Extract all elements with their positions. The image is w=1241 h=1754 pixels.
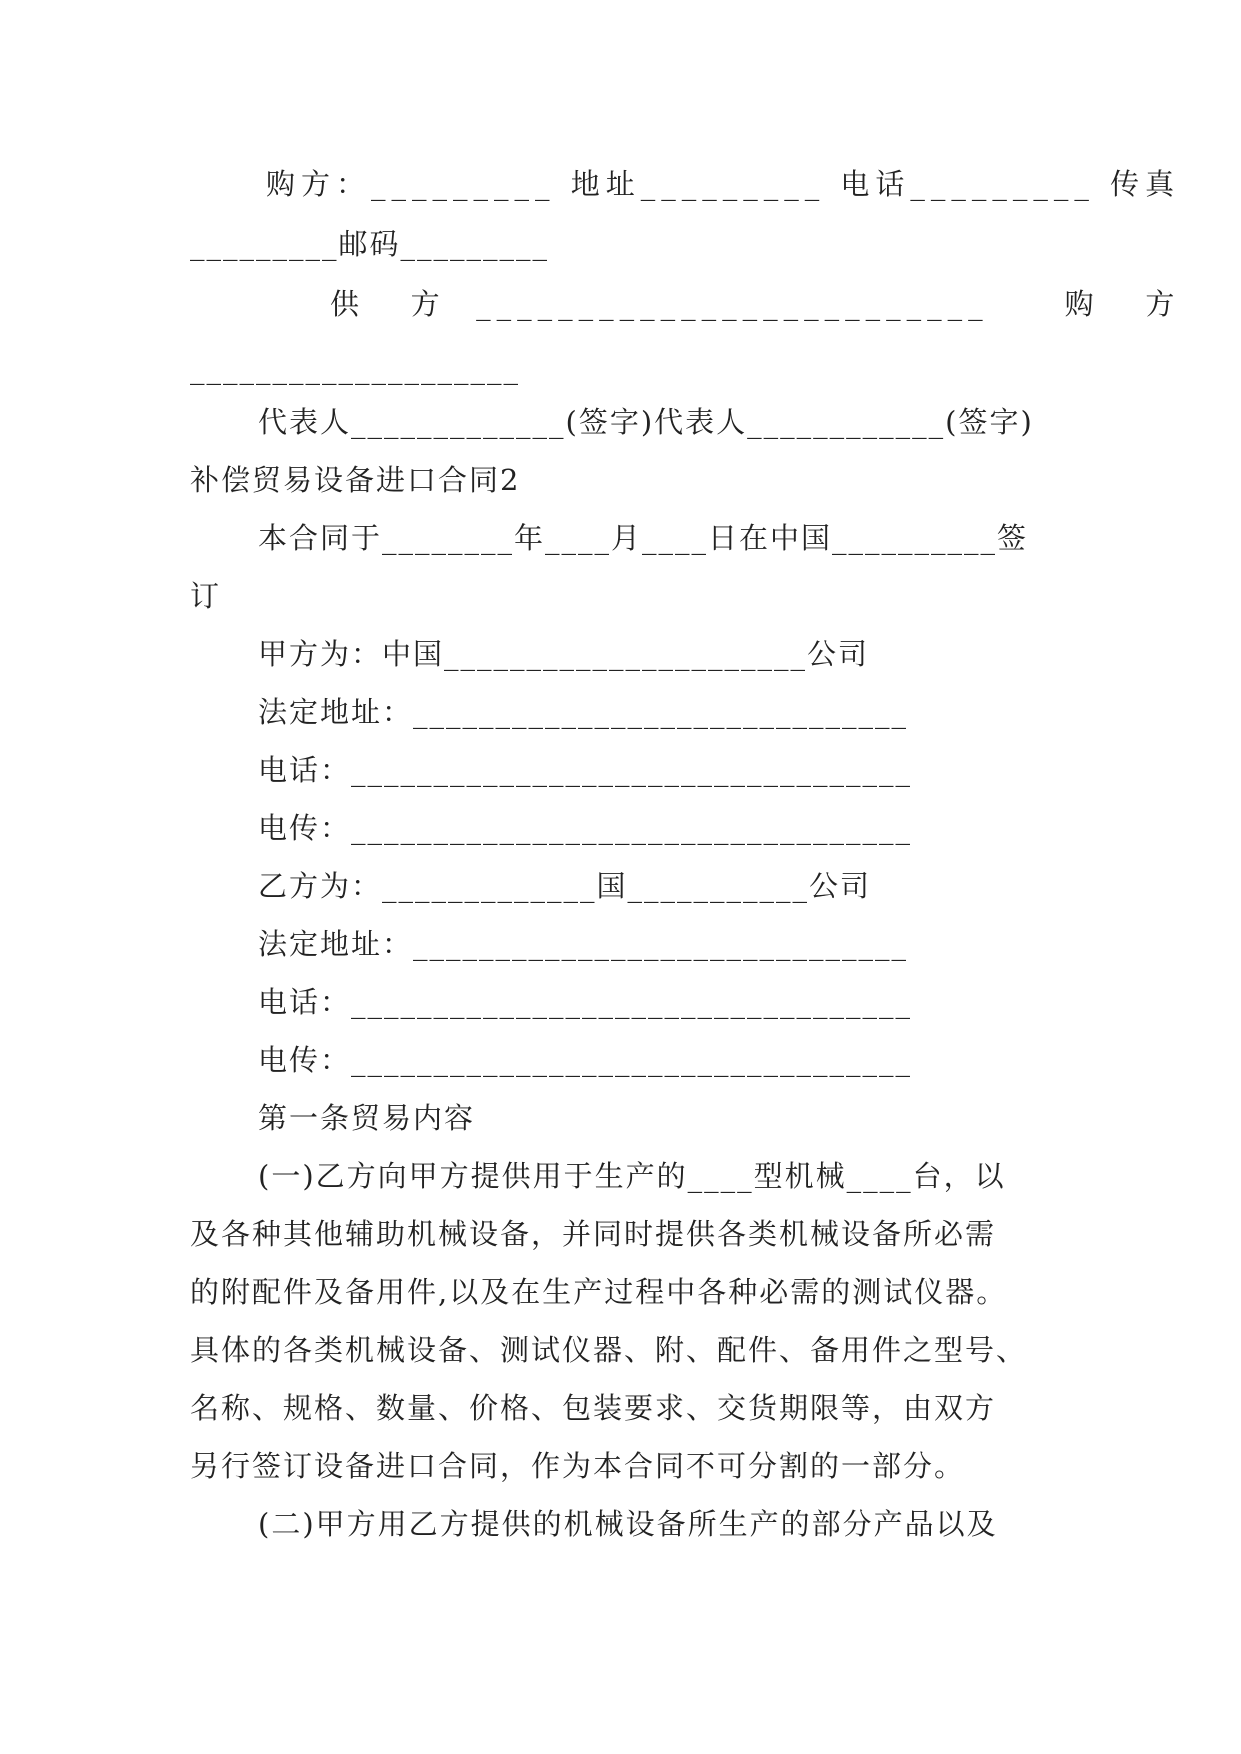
clause-two-line-1: (二)甲方用乙方提供的机械设备所生产的部分产品以及 xyxy=(258,1507,998,1541)
party-b-address: 法定地址：______________________________ xyxy=(258,927,909,961)
clause-one-line-6: 另行签订设备进口合同，作为本合同不可分割的一部分。 xyxy=(190,1449,966,1483)
party-a-name: 甲方为：中国______________________公司 xyxy=(258,637,870,671)
party-a-address: 法定地址：______________________________ xyxy=(258,695,909,729)
clause-one-line-3: 的附配件及备用件,以及在生产过程中各种必需的测试仪器。 xyxy=(190,1275,1008,1309)
contract-date-line-cont: 订 xyxy=(190,579,222,613)
clause-one-line-1: (一)乙方向甲方提供用于生产的____型机械____台，以 xyxy=(258,1159,1006,1193)
buyer-contact-line: 购方：_________ 地址_________ 电话_________ 传真 xyxy=(266,167,1181,201)
contract-date-line: 本合同于________年____月____日在中国__________签 xyxy=(258,521,1029,555)
contract-title: 补偿贸易设备进口合同2 xyxy=(190,463,521,497)
party-a-phone: 电话：__________________________________ xyxy=(258,753,913,787)
party-b-name: 乙方为：_____________国___________公司 xyxy=(258,869,872,903)
representative-line: 代表人_____________(签字)代表人____________(签字) xyxy=(258,405,1034,439)
party-a-telex: 电传：__________________________________ xyxy=(258,811,913,845)
buyer-postcode-line: _________邮码_________ xyxy=(190,227,550,261)
supplier-buyer-signature-line: 供 方 _________________________ 购 方 xyxy=(330,287,1181,321)
party-b-telex: 电传：__________________________________ xyxy=(258,1043,913,1077)
article-one-heading: 第一条贸易内容 xyxy=(258,1101,476,1135)
clause-one-line-2: 及各种其他辅助机械设备，并同时提供各类机械设备所必需 xyxy=(190,1217,997,1251)
buyer-signature-blank: ____________________ xyxy=(190,351,520,385)
party-b-phone: 电话：__________________________________ xyxy=(258,985,913,1019)
clause-one-line-4: 具体的各类机械设备、测试仪器、附、配件、备用件之型号、 xyxy=(190,1333,1028,1367)
clause-one-line-5: 名称、规格、数量、价格、包装要求、交货期限等，由双方 xyxy=(190,1391,997,1425)
